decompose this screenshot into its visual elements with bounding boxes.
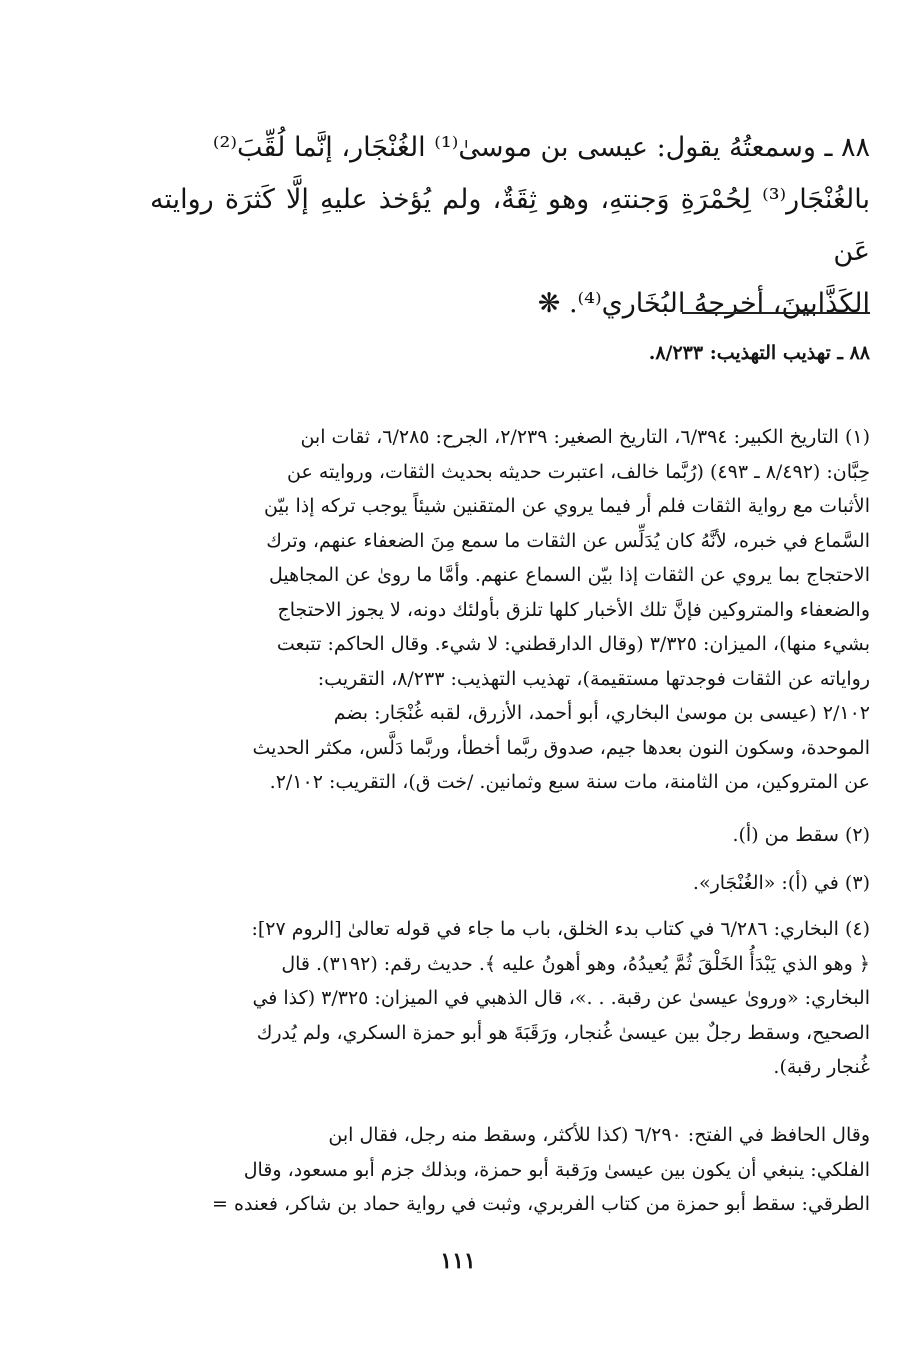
main-line: ٨٨ ـ وسمعتُهُ يقول: عيسى بن موسىٰ⁽¹⁾ الغُنْجَار، إنَّما لُقِّبَ⁽²⁾ bbox=[212, 132, 870, 163]
page-number: ١١١ bbox=[440, 1248, 476, 1274]
source-reference: ٨٨ ـ تهذيب التهذيب: ٨/٢٣٣. bbox=[648, 342, 870, 364]
footnote-line: الموحدة، وسكون النون بعدها جيم، صدوق ربَّما أخطأ، وربَّما دَلَّس، مكثر الحديث bbox=[252, 736, 870, 759]
footnote-line: ﴿ وهو الذي يَبْدَأُ الخَلْقَ ثُمَّ يُعيدُهُ، وهو أهونُ عليه ﴾. حديث رقم: (٣١٩٢). قال bbox=[281, 952, 870, 975]
footnote-line: البخاري: «وروىٰ عيسىٰ عن رقبة. . .»، قال الذهبي في الميزان: ٣/٣٢٥ (كذا في bbox=[252, 987, 870, 1009]
footnote-line: غُنجار رقبة). bbox=[773, 1056, 870, 1078]
footnote-continuation bbox=[150, 1118, 870, 1222]
footnote-line: والضعفاء والمتروكين فإنَّ تلك الأخبار كلها تلزق بأولئك دونه، لا يجوز الاحتجاج bbox=[277, 598, 870, 621]
footnote-line: (٤) البخاري: ٦/٢٨٦ في كتاب بدء الخلق، باب ما جاء في قوله تعالىٰ [الروم ٢٧]: bbox=[251, 918, 870, 940]
continuation-line: وقال الحافظ في الفتح: ٦/٢٩٠ (كذا للأكثر، وسقط منه رجل، فقال ابن bbox=[328, 1124, 870, 1146]
footnote-line: بشيء منها)، الميزان: ٣/٣٢٥ (وقال الدارقطني: لا شيء. وقال الحاكم: تتبعت bbox=[276, 633, 870, 655]
footnote-2: (٢) سقط من (أ). bbox=[732, 824, 870, 846]
main-paragraph bbox=[150, 122, 870, 330]
footnote-line: الأثبات مع رواية الثقات فلم أر فيما يروي عن المتقنين شيئاً يوجب تركه إذا بيّن bbox=[263, 495, 870, 517]
main-line: الكَذَّابينَ، أخرجهُ البُخَاري⁽⁴⁾. ❋ bbox=[537, 288, 870, 319]
footnote-separator bbox=[682, 312, 870, 314]
continuation-line: الفلكي: ينبغي أن يكون بين عيسىٰ ورَقبة أبو حمزة، وبذلك جزم أبو مسعود، وقال bbox=[243, 1158, 870, 1181]
footnote-3: (٣) في (أ): «الغُنْجَار». bbox=[692, 872, 870, 894]
footnote-line: رواياته عن الثقات فوجدتها مستقيمة)، تهذيب التهذيب: ٨/٢٣٣، التقريب: bbox=[317, 667, 870, 690]
footnote-line: عن المتروكين، من الثامنة، مات سنة سبع وثمانين. /خت ق)، التقريب: ٢/١٠٢. bbox=[269, 771, 870, 793]
footnote-line: السَّماع في خبره، لأنَّهُ كان يُدَلِّس عن الثقات ما سمع مِنَ الضعفاء عنهم، وترك bbox=[266, 529, 870, 552]
footnote-4 bbox=[150, 912, 870, 1085]
footnote-line: الصحيح، وسقط رجلٌ بين عيسىٰ غُنجار، ورَقَبَةَ هو أبو حمزة السكري، ولم يُدرك bbox=[256, 1021, 870, 1044]
footnote-line: الاحتجاج بما يروي عن الثقات إذا بيّن السماع عنهم. وأمَّا ما روىٰ عن المجاهيل bbox=[269, 564, 870, 586]
footnote-line: حِبَّان: (٨/٤٩٢ ـ ٤٩٣) (رُبَّما خالف، اعتبرت حديثه بحديث الثقات، وروايته عن bbox=[287, 460, 870, 483]
footnote-line: (١) التاريخ الكبير: ٦/٣٩٤، التاريخ الصغير: ٢/٢٣٩، الجرح: ٦/٢٨٥، ثقات ابن bbox=[300, 426, 870, 448]
footnote-1 bbox=[150, 420, 870, 800]
continuation-line: الطرقي: سقط أبو حمزة من كتاب الفربري، وثبت في رواية حماد بن شاكر، فعنده = bbox=[212, 1193, 870, 1215]
footnote-line: ٢/١٠٢ (عيسى بن موسىٰ البخاري، أبو أحمد، الأزرق، لقبه غُنْجَار: بضم bbox=[333, 702, 870, 724]
main-line: بالغُنْجَار⁽³⁾ لِحُمْرَةِ وَجنتهِ، وهو ثِقَةٌ، ولم يُؤخذ عليهِ إلَّا كَثرَة روايته عَن bbox=[150, 184, 870, 267]
